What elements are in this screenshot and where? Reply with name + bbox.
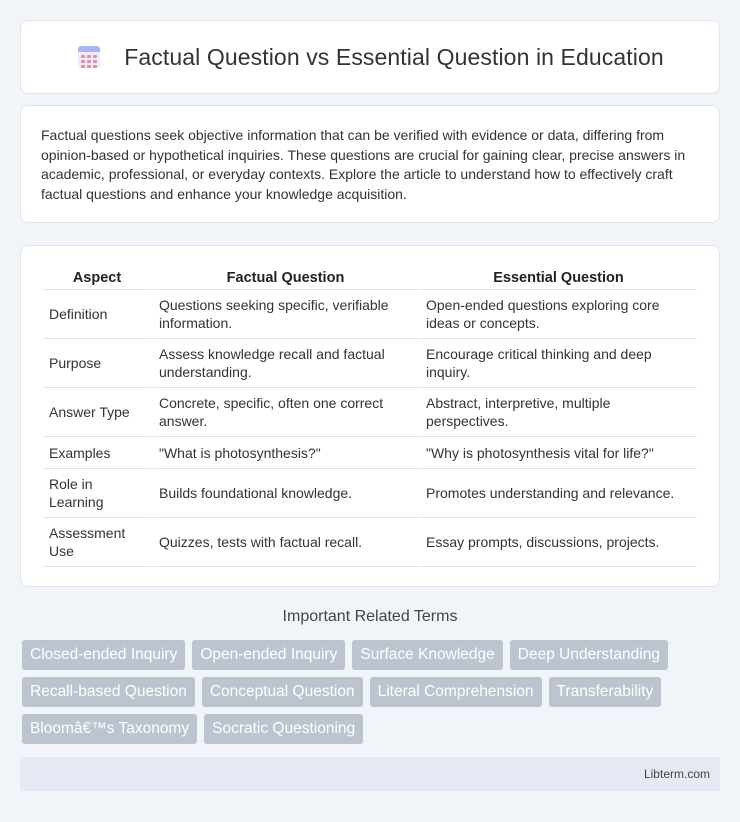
row-factual: Quizzes, tests with factual recall.: [153, 518, 418, 567]
row-essential: Promotes understanding and relevance.: [420, 469, 697, 518]
table-row: [43, 437, 697, 469]
row-factual: Concrete, specific, often one correct answer.: [153, 388, 418, 437]
tag-socratic-questioning[interactable]: Socratic Questioning: [204, 714, 363, 744]
row-aspect: Definition: [43, 290, 151, 339]
row-factual: Assess knowledge recall and factual understanding.: [153, 339, 418, 388]
table-row: [43, 388, 697, 437]
header-factual: Factual Question: [153, 266, 418, 290]
tag-closed-ended-inquiry[interactable]: Closed-ended Inquiry: [22, 640, 185, 670]
header-aspect: Aspect: [43, 266, 151, 290]
row-factual: "What is photosynthesis?": [153, 437, 418, 469]
table-row: [43, 469, 697, 518]
row-essential: Abstract, interpretive, multiple perspectives.: [420, 388, 697, 437]
related-terms-tags: [22, 640, 722, 744]
table-row: [43, 518, 697, 567]
row-aspect: Answer Type: [43, 388, 151, 437]
row-aspect: Purpose: [43, 339, 151, 388]
table-header-row: [43, 266, 697, 290]
comparison-card: [20, 245, 720, 587]
table-row: [43, 339, 697, 388]
calendar-grid-icon: [76, 44, 102, 70]
row-aspect: Role in Learning: [43, 469, 151, 518]
table-row: [43, 290, 697, 339]
header-essential: Essential Question: [420, 266, 697, 290]
intro-text: Factual questions seek objective information that can be verified with evidence or data, differing from opinion-based or hypothetical inquiries. These questions are crucial for gaining clear, precise answers in academic, professional, or everyday contexts. Explore the article to understand how to effectively craft factual questions and enhance your knowledge acquisition.: [41, 127, 686, 202]
row-essential: "Why is photosynthesis vital for life?": [420, 437, 697, 469]
intro-card: [20, 105, 720, 223]
tag-transferability[interactable]: Transferability: [549, 677, 662, 707]
tag-literal-comprehension[interactable]: Literal Comprehension: [370, 677, 542, 707]
tag-open-ended-inquiry[interactable]: Open-ended Inquiry: [192, 640, 345, 670]
row-factual: Questions seeking specific, verifiable information.: [153, 290, 418, 339]
footer-site-link[interactable]: Libterm.com: [643, 767, 710, 781]
row-essential: Open-ended questions exploring core ideas or concepts.: [420, 290, 697, 339]
tag-conceptual-question[interactable]: Conceptual Question: [202, 677, 363, 707]
tag-blooms-taxonomy[interactable]: Bloomâ€™s Taxonomy: [22, 714, 197, 744]
tag-deep-understanding[interactable]: Deep Understanding: [510, 640, 668, 670]
footer: [20, 757, 720, 791]
tag-surface-knowledge[interactable]: Surface Knowledge: [352, 640, 502, 670]
row-aspect: Examples: [43, 437, 151, 469]
header-card: [20, 20, 720, 94]
page-title: Factual Question vs Essential Question in Education: [124, 43, 664, 70]
comparison-table: [41, 266, 699, 567]
row-factual: Builds foundational knowledge.: [153, 469, 418, 518]
row-essential: Essay prompts, discussions, projects.: [420, 518, 697, 567]
row-aspect: Assessment Use: [43, 518, 151, 567]
row-essential: Encourage critical thinking and deep inquiry.: [420, 339, 697, 388]
related-terms-title: Important Related Terms: [282, 608, 458, 625]
tag-recall-based-question[interactable]: Recall-based Question: [22, 677, 195, 707]
